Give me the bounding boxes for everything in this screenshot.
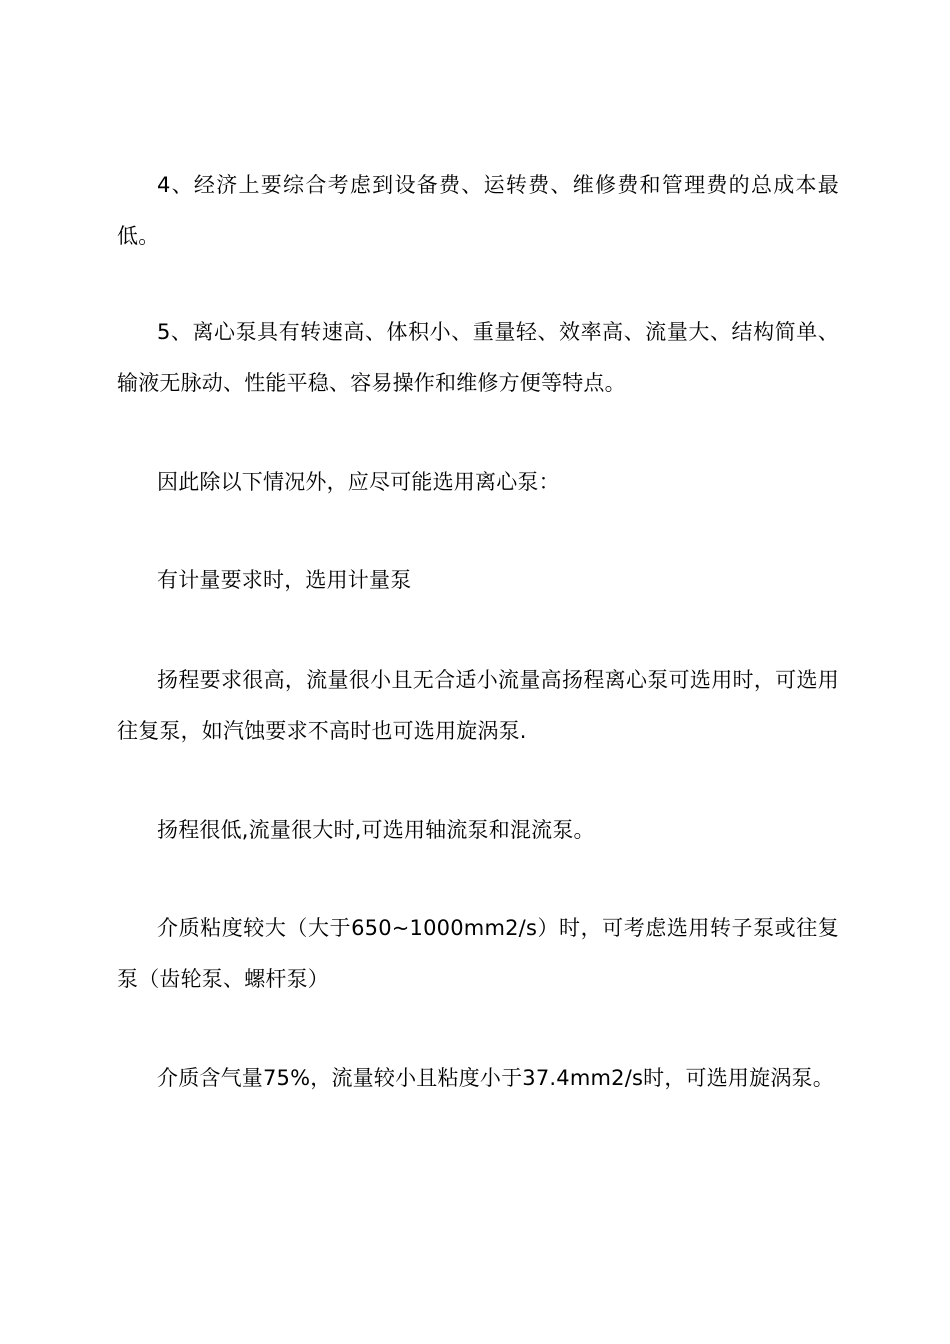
paragraph-centrifugal-pump-features: 5、离心泵具有转速高、体积小、重量轻、效率高、流量大、结构简单、输液无脉动、性能平稳、容易操作和维修方便等特点。 (117, 320, 839, 395)
paragraph-selection-intro: 因此除以下情况外，应尽可能选用离心泵： (157, 470, 560, 494)
paragraph-rotor-pump: 介质粘度较大（大于650~1000mm2/s）时，可考虑选用转子泵或往复泵（齿轮泵、螺杆泵） (117, 916, 839, 991)
paragraph-economic-cost: 4、经济上要综合考虑到设备费、运转费、维修费和管理费的总成本最低。 (117, 173, 839, 248)
paragraph-axial-mixed-flow-pump: 扬程很低,流量很大时,可选用轴流泵和混流泵。 (157, 818, 595, 842)
paragraph-reciprocating-pump: 扬程要求很高，流量很小且无合适小流量高扬程离心泵可选用时，可选用往复泵，如汽蚀要求不高时也可选用旋涡泵. (117, 668, 839, 743)
paragraph-metering-pump: 有计量要求时，选用计量泵 (157, 568, 412, 592)
paragraph-vortex-pump: 介质含气量75%，流量较小且粘度小于37.4mm2/s时，可选用旋涡泵。 (157, 1066, 834, 1090)
